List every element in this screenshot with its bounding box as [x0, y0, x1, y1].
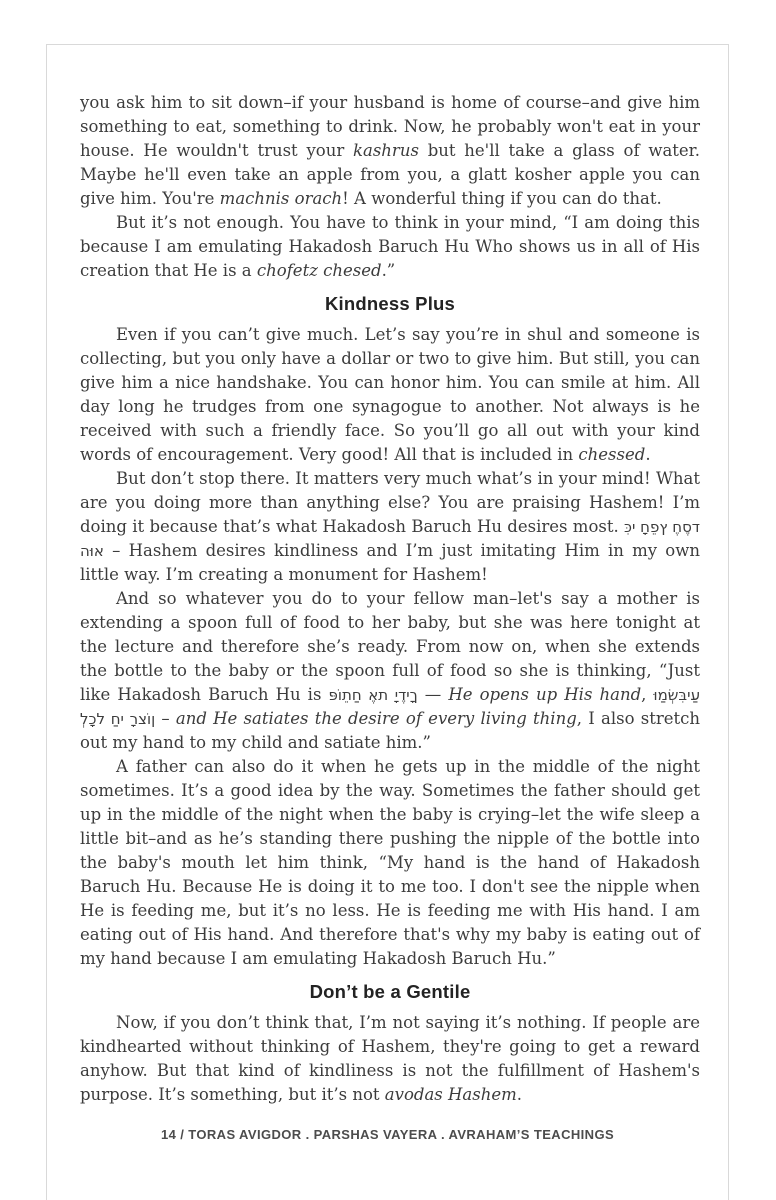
emphasized-text: kashrus [353, 141, 419, 160]
section-heading: Don’t be a Gentile [309, 981, 471, 1002]
text-run: But it’s not enough. You have to think in your mind, “I am doing this because I am emulating Hakadosh Baruch Hu Who shows us in all of His creation that He is a [80, 213, 700, 280]
emphasized-text: He opens up His hand [448, 685, 642, 704]
text-run: – [155, 709, 176, 728]
paragraph [80, 211, 700, 283]
text-run: — [417, 685, 449, 704]
text-run: And so whatever you do to your fellow man–let's say a mother is extending a spoon full of food to her baby, but she was here tonight at the lecture and therefore she’s ready. From now on, when she extends the bottle to the baby or the spoon full of food so she is thinking, “Just like Hakadosh Baruch Hu is [80, 589, 700, 704]
document-page [46, 44, 729, 1200]
text-run: . [645, 445, 651, 464]
text-run: but he'll take a glass of water. Maybe he'll even take an apple from you, a glatt kosher apple you can give him. You're [80, 141, 700, 208]
hebrew-phrase: פּוֹתֵחַ אֶת יָדֶיךָ [328, 686, 418, 704]
text-run: ! A wonderful thing if you can do that. [342, 189, 662, 208]
paragraph [80, 587, 700, 755]
emphasized-text: chessed [578, 445, 646, 464]
text-run: you ask him to sit down–if your husband is home of course–and give him something to eat, something to drink. Now, he probably won't eat in your house. He wouldn't trust your [80, 93, 700, 160]
text-run: Even if you can’t give much. Let’s say you’re in shul and someone is collecting, but you only have a dollar or two to give him. But still, you can give him a nice handshake. You can honor him. You can smile at him. All day long he trudges from one synagogue to another. Not always is he received with such a friendly face. So you’ll go all out with your kind words of encouragement. Very good! All that is included in [80, 325, 700, 464]
footer-page-number: 14 [160, 1127, 177, 1142]
text-run: A father can also do it when he gets up in the middle of the night sometimes. It’s a good idea by the way. Sometimes the father should get up in the middle of the night when the baby is crying–let the wife sleep a little bit–and as he’s standing there pushing the nipple of the bottle into the baby's mouth let him think, “My hand is the hand of Hakadosh Baruch Hu. Because He is doing it to me too. I don't see the nipple when He is feeding me, but it’s no less. He is feeding me with His hand. I am eating out of His hand. And therefore that's why my baby is eating out of my hand because I am emulating Hakadosh Baruch Hu.” [80, 757, 700, 968]
text-run: – Hashem desires kindliness and I’m just imitating Him in my own little way. I’m creating a monument for Hashem! [80, 541, 700, 584]
paragraph [80, 755, 700, 971]
text-run: , I also stretch out my hand to my child and satiate him.” [80, 709, 700, 752]
section-heading: Kindness Plus [324, 293, 456, 314]
hebrew-phrase: וּמַשְׂבִּיעַ לְכָל חַי רָצוֹן [80, 686, 700, 728]
paragraph [80, 91, 700, 211]
page-footer [47, 1127, 728, 1142]
paragraph [80, 323, 700, 467]
emphasized-text: avodas Hashem [384, 1085, 517, 1104]
emphasized-text: chofetz chesed [256, 261, 382, 280]
text-run: , [641, 685, 654, 704]
text-run: But don’t stop there. It matters very much what’s in your mind! What are you doing more than anything else? You are praising Hashem! I’m doing it because that’s what Hakadosh Baruch Hu desires most. [80, 469, 700, 536]
paragraph [80, 1011, 700, 1107]
body-text [80, 91, 700, 1107]
text-run: Now, if you don’t think that, I’m not saying it’s nothing. If people are kindhearted without thinking of Hashem, they're going to get a reward anyhow. But that kind of kindliness is not the fulfillment of Hashem's purpose. It’s something, but it’s not [80, 1013, 700, 1104]
hebrew-phrase: כִּי חָפֵץ חֶסֶד הוּא [80, 518, 700, 560]
paragraph [80, 467, 700, 587]
footer-title: TORAS AVIGDOR . PARSHAS VAYERA . AVRAHAM’S TEACHINGS [188, 1127, 615, 1142]
emphasized-text: machnis orach [219, 189, 343, 208]
emphasized-text: and He satiates the desire of every living thing [175, 709, 577, 728]
footer-separator: / [176, 1127, 189, 1142]
text-run: . [516, 1085, 522, 1104]
text-run: .” [381, 261, 396, 280]
